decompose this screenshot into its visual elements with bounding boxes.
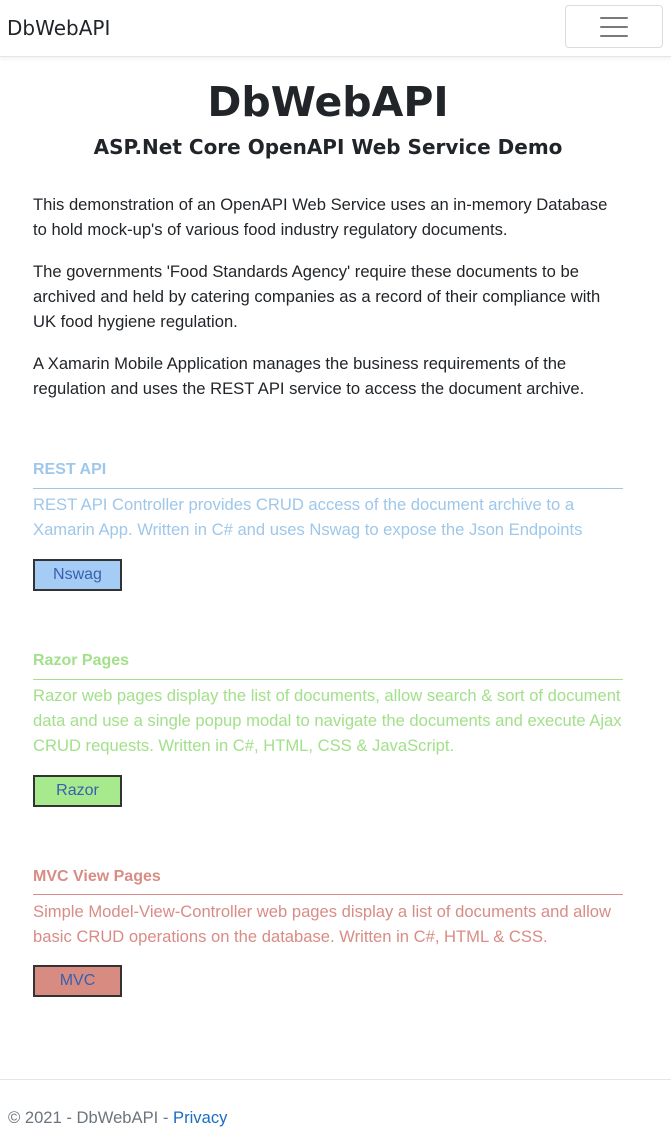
section-divider [33,679,623,680]
privacy-link[interactable]: Privacy [173,1108,228,1127]
section-description-razor-pages: Razor web pages display the list of documents, allow search & sort of document data and use a single popup modal to navigate the documents and execute Ajax CRUD requests. Written in C#, HTML, CSS & JavaScript. [33,686,622,755]
section-title-mvc-view-pages: MVC View Pages [33,868,161,885]
mvc-button[interactable]: MVC [33,965,122,997]
footer [0,1079,671,1131]
section-description-mvc-view-pages: Simple Model-View-Controller web pages display a list of documents and allow basic CRUD operations on the database. Written in C#, HTML & CSS. [33,902,611,946]
navbar-brand[interactable]: DbWebAPI [7,16,111,40]
page-title: DbWebAPI [207,78,449,126]
section-description-rest-api: REST API Controller provides CRUD access of the document archive to a Xamarin App. Written in C# and uses Nswag to expose the Json Endpoints [33,495,583,539]
razor-button[interactable]: Razor [33,775,122,807]
footer-copyright: © 2021 - DbWebAPI - [8,1108,174,1127]
intro-paragraph-2: The governments 'Food Standards Agency' require these documents to be archived and held by catering companies as a record of their compliance with UK food hygiene regulation. [33,262,601,331]
section-title-rest-api: REST API [33,461,107,478]
page-subtitle: ASP.Net Core OpenAPI Web Service Demo [93,135,563,159]
intro-paragraph-3: A Xamarin Mobile Application manages the business requirements of the regulation and uses the REST API service to access the document archive. [33,354,585,398]
section-title-razor-pages: Razor Pages [33,652,130,669]
hamburger-menu-icon [600,17,628,37]
navbar [0,0,671,57]
section-divider [33,488,623,489]
nswag-button[interactable]: Nswag [33,559,122,591]
footer-text [8,1107,227,1129]
navbar-toggle-button[interactable] [565,5,663,48]
section-divider [33,894,623,895]
intro-paragraph-1: This demonstration of an OpenAPI Web Service uses an in-memory Database to hold mock-up's of various food industry regulatory documents. [33,195,608,239]
